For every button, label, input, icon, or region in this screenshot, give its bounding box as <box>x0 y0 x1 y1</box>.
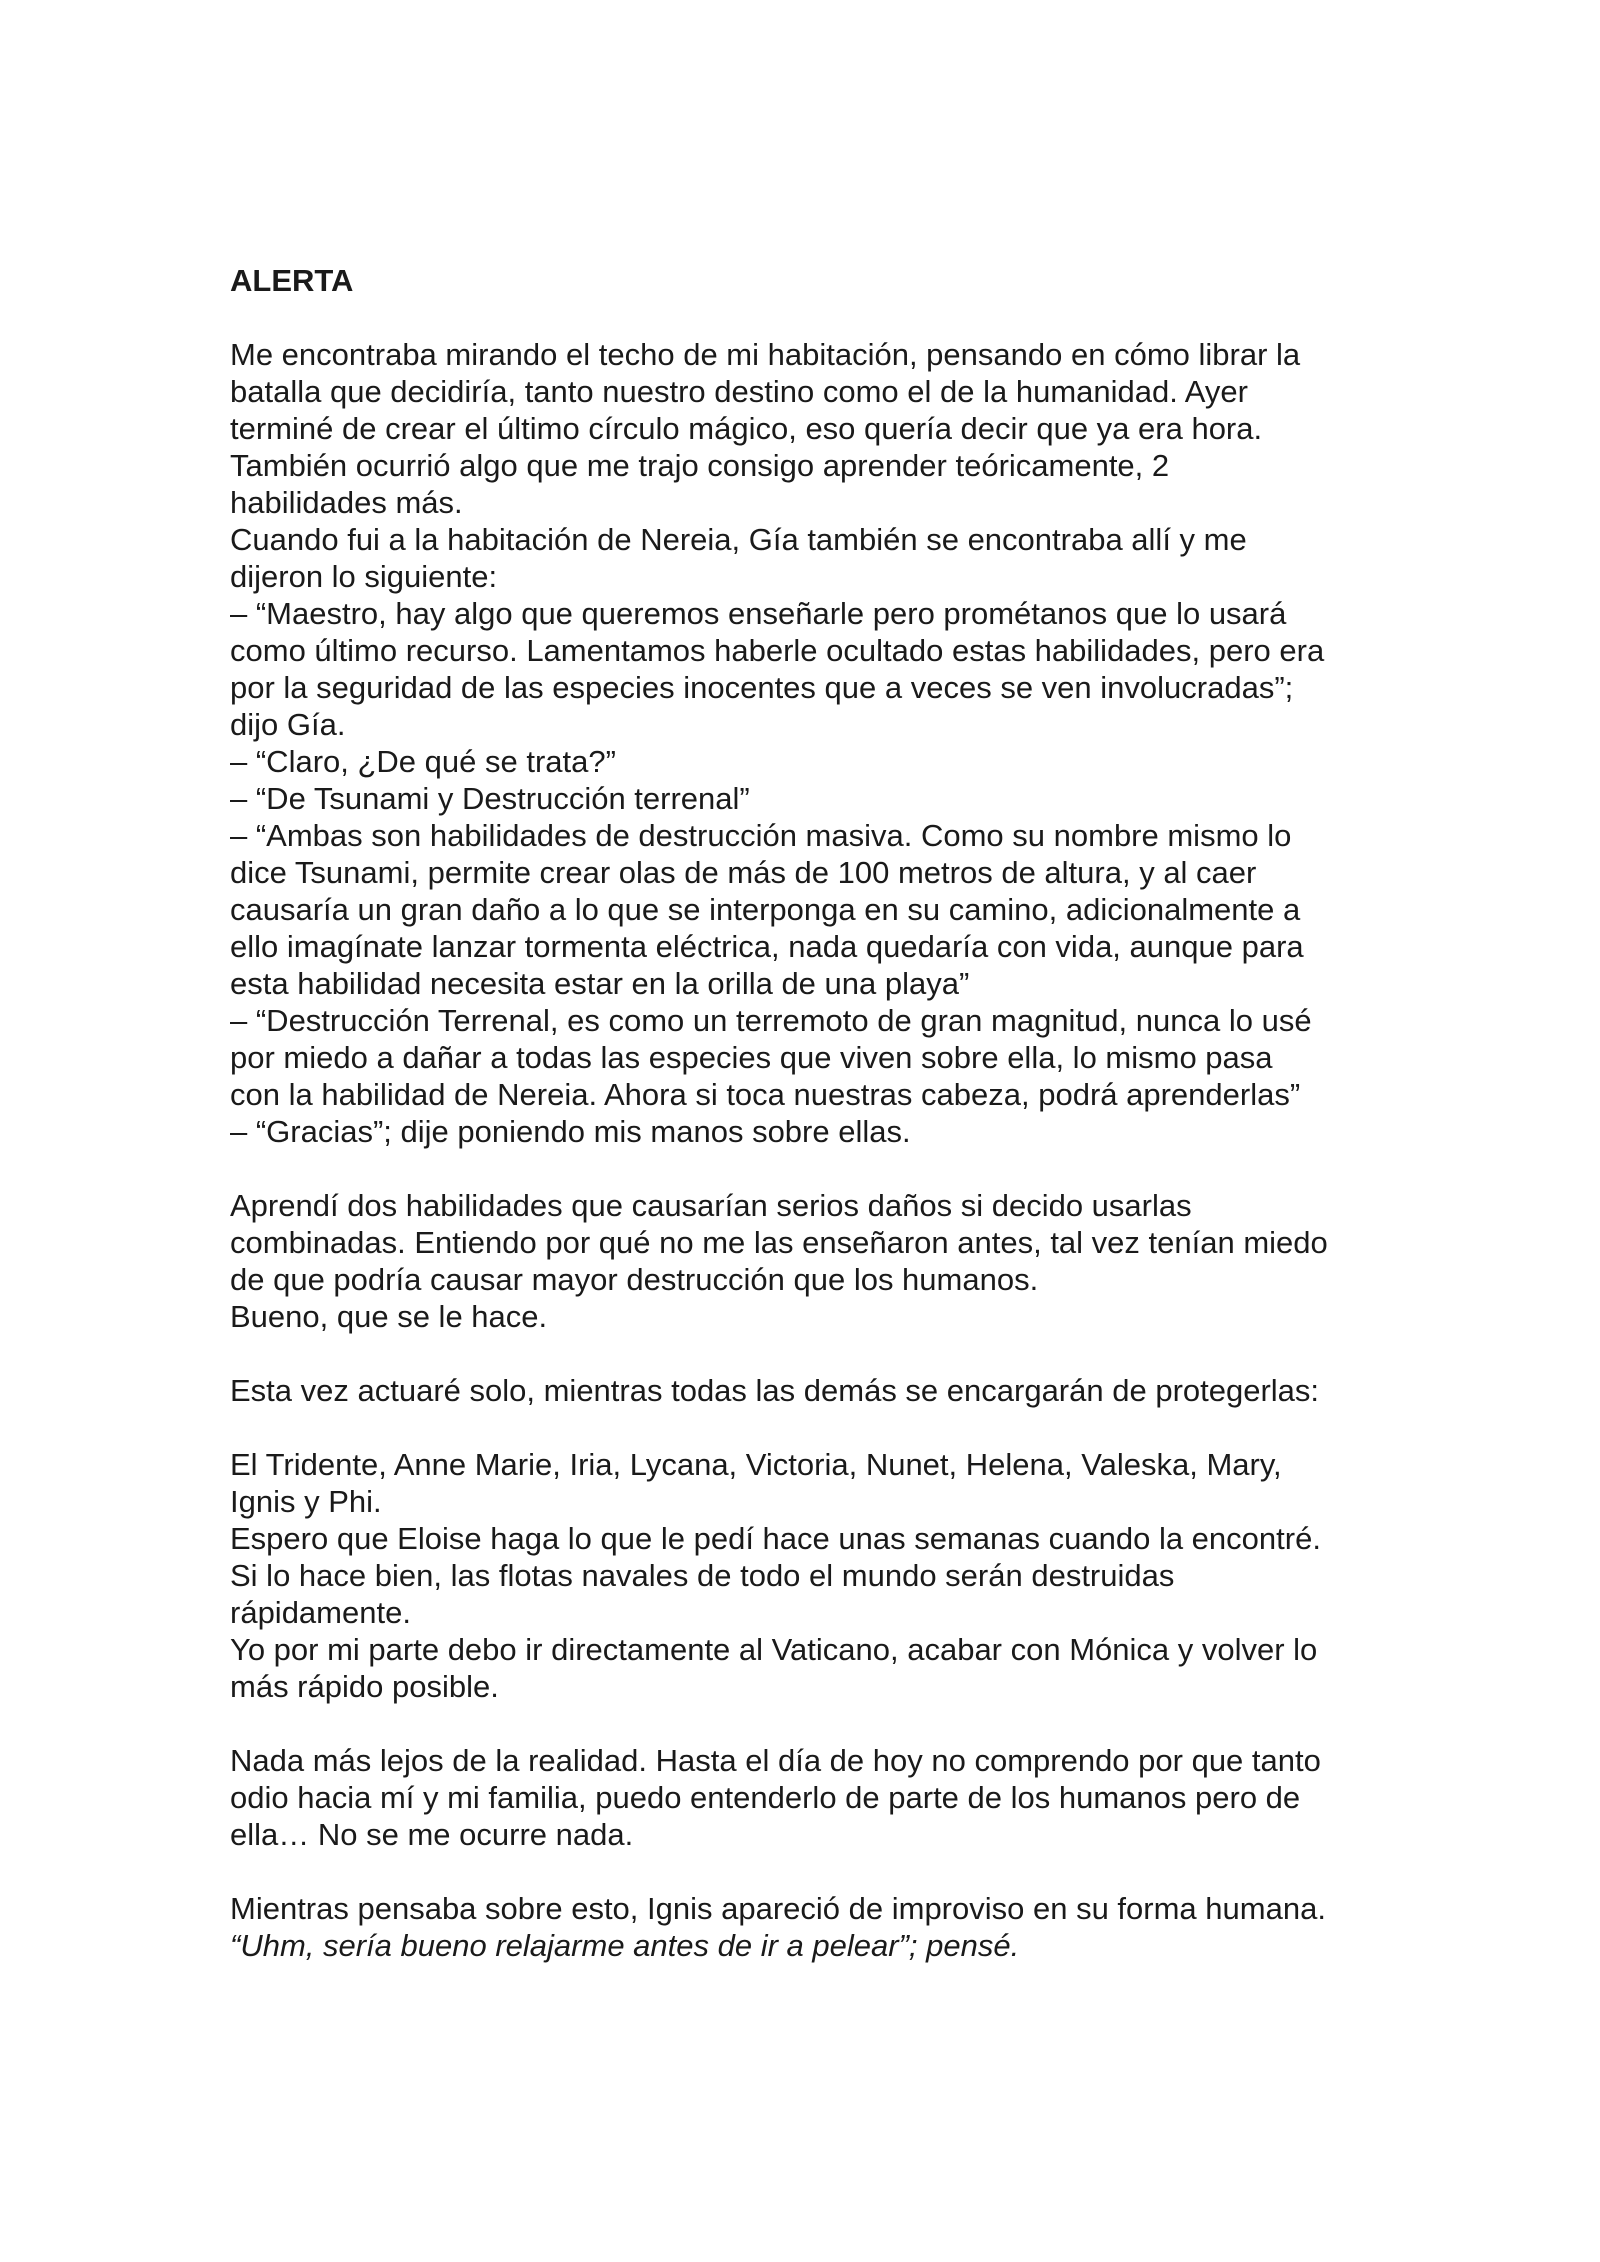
text-line: Nada más lejos de la realidad. Hasta el día de hoy no comprendo por que tanto <box>230 1743 1321 1778</box>
text-line: más rápido posible. <box>230 1669 499 1704</box>
paragraph-gap <box>230 1335 1410 1372</box>
text-line: Yo por mi parte debo ir directamente al Vaticano, acabar con Mónica y volver lo <box>230 1632 1318 1667</box>
text-line: – “Ambas son habilidades de destrucción masiva. Como su nombre mismo lo <box>230 818 1292 853</box>
text-line: Cuando fui a la habitación de Nereia, Gía también se encontraba allí y me <box>230 522 1247 557</box>
text-line: También ocurrió algo que me trajo consigo aprender teóricamente, 2 <box>230 448 1170 483</box>
paragraph <box>230 1372 1410 1409</box>
paragraph-gap <box>230 1853 1410 1890</box>
text-line: – “Destrucción Terrenal, es como un terremoto de gran magnitud, nunca lo usé <box>230 1003 1312 1038</box>
document-title: ALERTA <box>230 263 354 298</box>
text-line: odio hacia mí y mi familia, puedo entenderlo de parte de los humanos pero de <box>230 1780 1301 1815</box>
text-line: Bueno, que se le hace. <box>230 1299 548 1334</box>
text-line: dijo Gía. <box>230 707 346 742</box>
italic-thought-line: “Uhm, sería bueno relajarme antes de ir a pelear”; pensé. <box>230 1928 1020 1963</box>
text-line: Ignis y Phi. <box>230 1484 382 1519</box>
text-line: Si lo hace bien, las flotas navales de todo el mundo serán destruidas <box>230 1558 1175 1593</box>
text-line: por la seguridad de las especies inocentes que a veces se ven involucradas”; <box>230 670 1294 705</box>
text-line: rápidamente. <box>230 1595 411 1630</box>
text-line: ella… No se me ocurre nada. <box>230 1817 634 1852</box>
text-line: por miedo a dañar a todas las especies que viven sobre ella, lo mismo pasa <box>230 1040 1273 1075</box>
text-line: Espero que Eloise haga lo que le pedí hace unas semanas cuando la encontré. <box>230 1521 1321 1556</box>
document-body <box>230 336 1410 1964</box>
text-line: causaría un gran daño a lo que se interponga en su camino, adicionalmente a <box>230 892 1301 927</box>
text-line: – “Maestro, hay algo que queremos enseñarle pero prométanos que lo usará <box>230 596 1287 631</box>
text-line: – “Claro, ¿De qué se trata?” <box>230 744 616 779</box>
text-line: Esta vez actuaré solo, mientras todas las demás se encargarán de protegerlas: <box>230 1373 1320 1408</box>
paragraph-gap <box>230 1705 1410 1742</box>
text-line: ello imagínate lanzar tormenta eléctrica, nada quedaría con vida, aunque para <box>230 929 1304 964</box>
text-line: batalla que decidiría, tanto nuestro destino como el de la humanidad. Ayer <box>230 374 1248 409</box>
paragraph-gap <box>230 1150 1410 1187</box>
text-line: de que podría causar mayor destrucción que los humanos. <box>230 1262 1039 1297</box>
text-line: El Tridente, Anne Marie, Iria, Lycana, Victoria, Nunet, Helena, Valeska, Mary, <box>230 1447 1282 1482</box>
text-line: habilidades más. <box>230 485 463 520</box>
text-line: terminé de crear el último círculo mágico, eso quería decir que ya era hora. <box>230 411 1263 446</box>
text-line: dijeron lo siguiente: <box>230 559 498 594</box>
text-line: esta habilidad necesita estar en la orilla de una playa” <box>230 966 970 1001</box>
text-line: Mientras pensaba sobre esto, Ignis apareció de improviso en su forma humana. <box>230 1891 1326 1926</box>
paragraph <box>230 1187 1410 1335</box>
document-page <box>230 262 1410 1964</box>
text-line: dice Tsunami, permite crear olas de más de 100 metros de altura, y al caer <box>230 855 1257 890</box>
paragraph <box>230 1742 1410 1853</box>
text-line: con la habilidad de Nereia. Ahora si toca nuestras cabeza, podrá aprenderlas” <box>230 1077 1301 1112</box>
text-line: combinadas. Entiendo por qué no me las enseñaron antes, tal vez tenían miedo <box>230 1225 1328 1260</box>
text-line: Aprendí dos habilidades que causarían serios daños si decido usarlas <box>230 1188 1192 1223</box>
text-line: – “Gracias”; dije poniendo mis manos sobre ellas. <box>230 1114 911 1149</box>
paragraph <box>230 1446 1410 1705</box>
text-line: – “De Tsunami y Destrucción terrenal” <box>230 781 750 816</box>
text-line: como último recurso. Lamentamos haberle ocultado estas habilidades, pero era <box>230 633 1325 668</box>
paragraph <box>230 1890 1410 1964</box>
paragraph-gap <box>230 1409 1410 1446</box>
paragraph <box>230 336 1410 1150</box>
text-line: Me encontraba mirando el techo de mi habitación, pensando en cómo librar la <box>230 337 1301 372</box>
